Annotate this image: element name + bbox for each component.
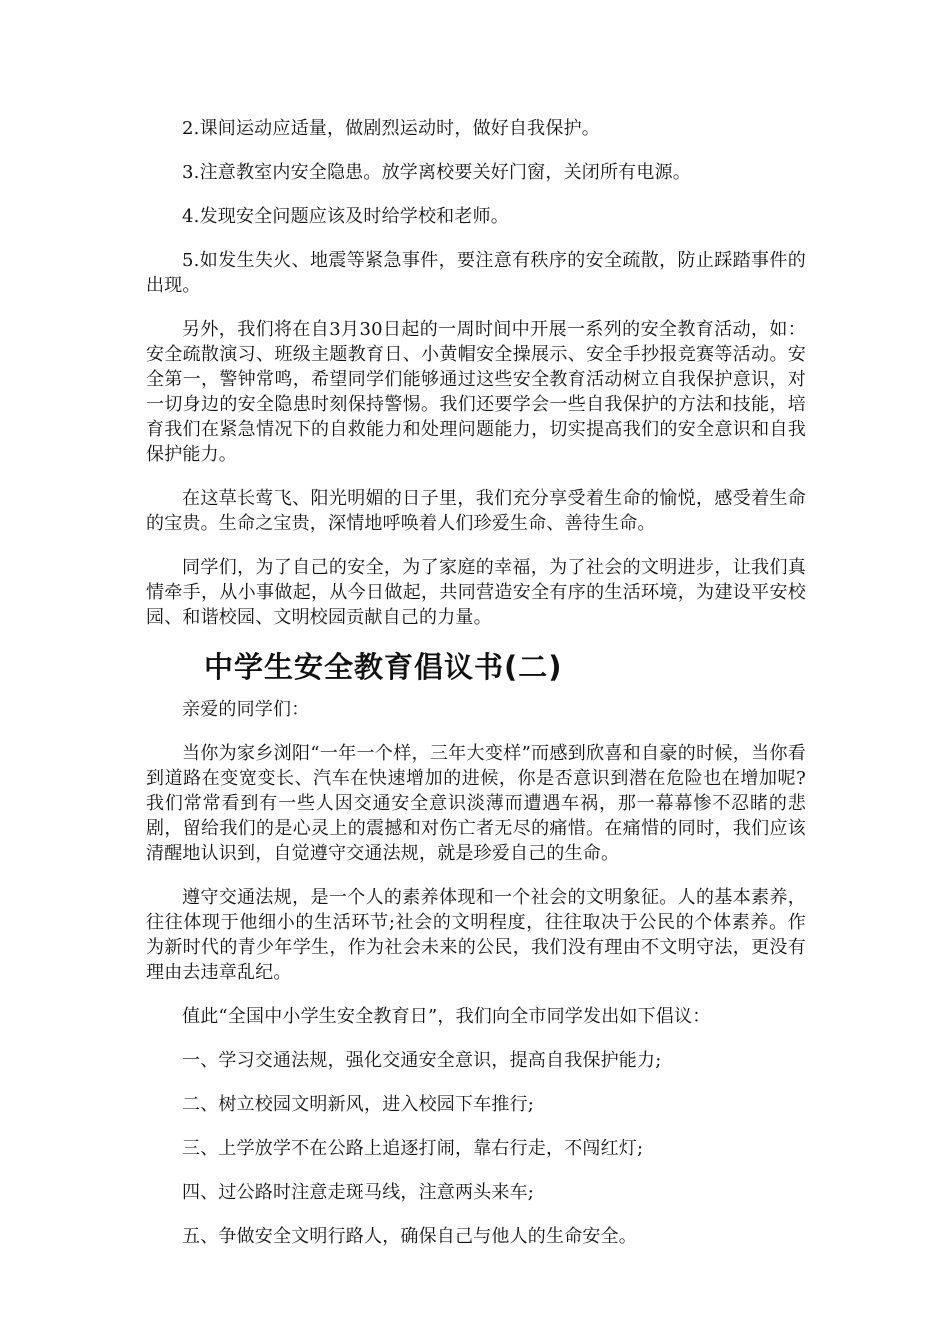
document-body [146, 116, 806, 1268]
section-title: 中学生安全教育倡议书(二) [204, 650, 563, 684]
proposal-item-5: 五、争做安全文明行路人，确保自己与他人的生命安全。 [182, 1226, 637, 1247]
paragraph-call-to-action: 同学们，为了自己的安全，为了家庭的幸福，为了社会的文明进步，让我们真情牵手，从小事做起，从今日做起，共同营造安全有序的生活环境，为建设平安校园、和谐校园、文明校园贡献自己的力量。 [146, 557, 806, 628]
proposal-item-4: 四、过公路时注意走斑马线，注意两头来车; [182, 1182, 535, 1203]
paragraph-intro: 当你为家乡浏阳“一年一个样，三年大变样”而感到欣喜和自豪的时候，当你看到道路在变宽变长、汽车在快速增加的进候，你是否意识到潜在危险也在增加呢?我们常常看到有一些人因交通安全意识淡薄而遭遇车祸，那一幕幕惨不忍睹的悲剧，留给我们的是心灵上的震撼和对伤亡者无尽的痛惜。在痛惜的同时，我们应该清醒地认识到，自觉遵守交通法规，就是珍爱自己的生命。 [146, 743, 806, 864]
proposal-item-1: 一、学习交通法规，强化交通安全意识，提高自我保护能力; [182, 1050, 662, 1071]
proposal-item-2: 二、树立校园文明新风，进入校园下车推行; [182, 1094, 535, 1115]
paragraph-item-5: 5.如发生失火、地震等紧急事件，要注意有秩序的安全疏散，防止踩踏事件的出现。 [146, 250, 806, 296]
paragraph-item-4: 4.发现安全问题应该及时给学校和老师。 [182, 206, 509, 227]
paragraph-proposal-lead: 值此“全国中小学生安全教育日”，我们向全市同学发出如下倡议： [182, 1006, 711, 1027]
paragraph-activities: 另外，我们将在自3月30日起的一周时间中开展一系列的安全教育活动，如：安全疏散演习、班级主题教育日、小黄帽安全操展示、安全手抄报竞赛等活动。安全第一，警钟常鸣，希望同学们能够通过这些安全教育活动树立自我保护意识，对一切身边的安全隐患时刻保持警惕。我们还要学会一些自我保护的方法和技能，培育我们在紧急情况下的自救能力和处理问题能力，切实提高我们的安全意识和自我保护能力。 [146, 319, 806, 465]
proposal-item-3: 三、上学放学不在公路上追逐打闹，靠右行走，不闯红灯; [182, 1138, 644, 1159]
paragraph-traffic-rules: 遵守交通法规，是一个人的素养体现和一个社会的文明象征。人的基本素养，往往体现于他细小的生活环节;社会的文明程度，往往取决于公民的个体素养。作为新时代的青少年学生，作为社会未来的公民，我们没有理由不文明守法，更没有理由去违章乱纪。 [146, 887, 806, 983]
paragraph-salutation: 亲爱的同学们： [182, 699, 310, 720]
paragraph-item-2: 2.课间运动应适量，做剧烈运动时，做好自我保护。 [182, 118, 600, 139]
paragraph-item-3: 3.注意教室内安全隐患。放学离校要关好门窗，关闭所有电源。 [182, 162, 691, 183]
paragraph-life-value: 在这草长莺飞、阳光明媚的日子里，我们充分享受着生命的愉悦，感受着生命的宝贵。生命之宝贵，深情地呼唤着人们珍爱生命、善待生命。 [146, 488, 806, 534]
